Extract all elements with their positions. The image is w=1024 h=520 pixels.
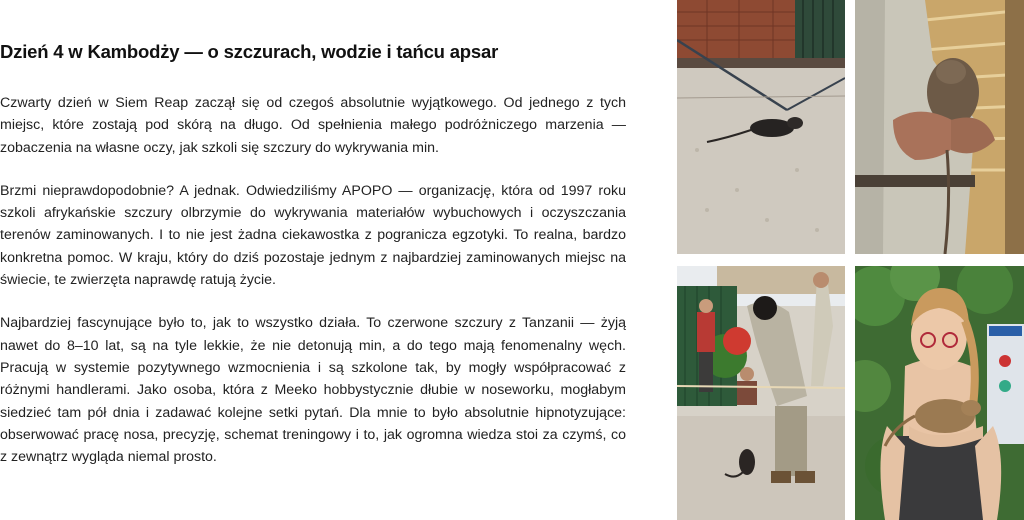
article-paragraph: Najbardziej fascynujące było to, jak to wszystko działa. To czerwone szczury z Tanzanii — żyją nawet do 8–10 lat, są na tyle lekkie, że nie detonują min, a do tego mają fenomenalny węch. Pracują w systemie pozytywnego wzmocnienia i są szkolone tak, by mogły współpracować z różnymi handlerami. Jako osoba, która z Meeko hobbystycznie dłubie w noseworku, mogłabym siedzieć tam pół dnia i zadawać kolejne setki pytań. Dla mnie to było absolutnie hipnotyzujące: obserwować pracę nosa, precyzję, schemat treningowy i to, jak ogromna wiedza stoi za czymś, co z zewnątrz wygląda niemal prosto. xyxy=(0,315,626,466)
article-paragraph: Czwarty dzień w Siem Reap zaczął się od czegoś absolutnie wyjątkowego. Od jednego z tych miejsc, które zostają pod skórą na długo. Od spełnienia małego podróżniczego marzenia — zobaczenia na własne oczy, jak szkoli się szczury do wykrywania min. xyxy=(0,95,626,156)
article-title: Dzień 4 w Kambodży — o szczurach, wodzie i tańcu apsar xyxy=(0,41,499,62)
article-paragraph: Brzmi nieprawdopodobnie? A jednak. Odwiedziliśmy APOPO — organizację, która od 1997 roku szkoli afrykańskie szczury olbrzymie do wykrywania materiałów wybuchowych i oczyszczania terenów zaminowanych. I to nie jest żadna ciekawostka z pogranicza egzotyki. To realna, bardzo konkretna pomoc. W kraju, który do dziś pozostaje jednym z najbardziej zaminowanych miejsc na świecie, te zwierzęta naprawdę ratują życie. xyxy=(0,182,626,289)
rat-held-in-hands-photo xyxy=(855,0,1024,254)
rat-training-demo-photo xyxy=(677,266,845,520)
woman-holding-rat-photo xyxy=(855,266,1024,520)
article xyxy=(0,38,626,489)
rat-on-sand-photo xyxy=(677,0,845,254)
